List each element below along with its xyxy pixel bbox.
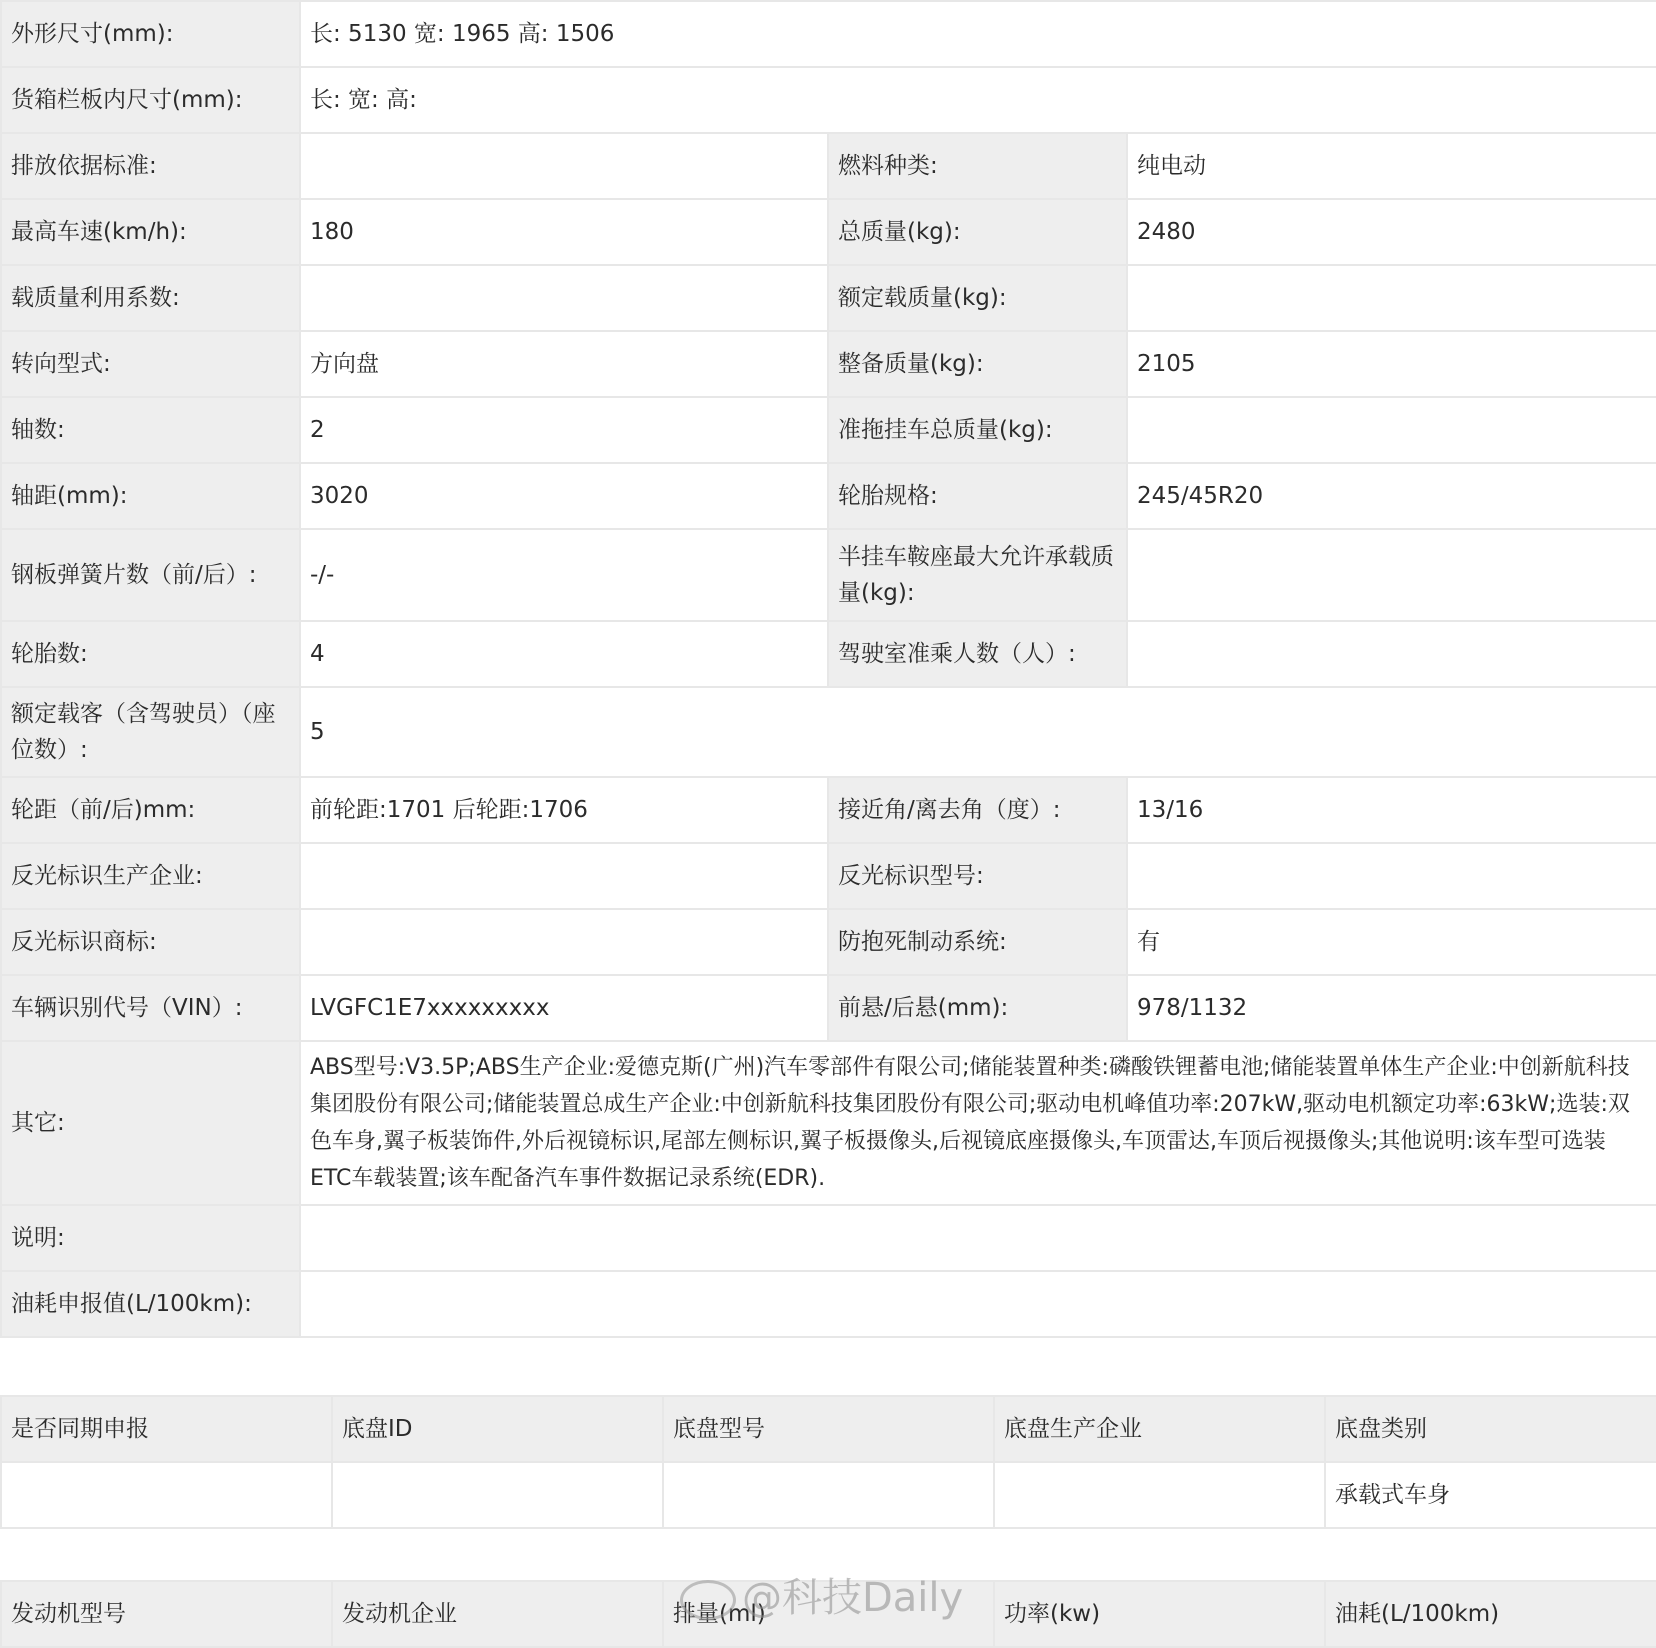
chassis-header-cell: 是否同期申报 (1, 1396, 332, 1462)
watermark-text: @科技Daily (742, 1575, 964, 1621)
wheelbase-label: 轴距(mm): (1, 463, 300, 529)
cargo-value: 长: 宽: 高: (300, 67, 1656, 133)
reflector-model-label: 反光标识型号: (828, 843, 1127, 909)
table-row (1, 975, 1656, 1041)
track-label: 轮距（前/后)mm: (1, 777, 300, 843)
reflector-brand-value (300, 909, 828, 975)
passengers-value: 5 (300, 687, 1656, 777)
track-value: 前轮距:1701 后轮距:1706 (300, 777, 828, 843)
saddle-value (1127, 529, 1656, 621)
note-value (300, 1205, 1656, 1271)
leaf-spring-value: -/- (300, 529, 828, 621)
reflector-maker-label: 反光标识生产企业: (1, 843, 300, 909)
axles-label: 轴数: (1, 397, 300, 463)
passengers-label: 额定载客（含驾驶员）（座位数）: (1, 687, 300, 777)
reflector-maker-value (300, 843, 828, 909)
table-row (1, 843, 1656, 909)
emission-value (300, 133, 828, 199)
chassis-cell (332, 1462, 663, 1528)
table-row (1, 909, 1656, 975)
chassis-header-cell: 底盘ID (332, 1396, 663, 1462)
weibo-icon (680, 1580, 736, 1620)
total-mass-label: 总质量(kg): (828, 199, 1127, 265)
chassis-header-cell: 底盘型号 (663, 1396, 994, 1462)
steering-value: 方向盘 (300, 331, 828, 397)
axles-value: 2 (300, 397, 828, 463)
leaf-spring-label: 钢板弹簧片数（前/后）: (1, 529, 300, 621)
other-label: 其它: (1, 1041, 300, 1205)
curb-mass-value: 2105 (1127, 331, 1656, 397)
engine-header-cell: 功率(kw) (994, 1581, 1325, 1647)
dimensions-label: 外形尺寸(mm): (1, 1, 300, 67)
steering-label: 转向型式: (1, 331, 300, 397)
overhang-label: 前悬/后悬(mm): (828, 975, 1127, 1041)
tire-spec-value: 245/45R20 (1127, 463, 1656, 529)
angle-value: 13/16 (1127, 777, 1656, 843)
emission-label: 排放依据标准: (1, 133, 300, 199)
load-coef-label: 载质量利用系数: (1, 265, 300, 331)
abs-label: 防抱死制动系统: (828, 909, 1127, 975)
wheelbase-value: 3020 (300, 463, 828, 529)
curb-mass-label: 整备质量(kg): (828, 331, 1127, 397)
chassis-cell: 承载式车身 (1325, 1462, 1656, 1528)
chassis-cell (663, 1462, 994, 1528)
table-row (1, 1, 1656, 67)
chassis-table (0, 1395, 1656, 1529)
vin-value: LVGFC1E7xxxxxxxxx (300, 975, 828, 1041)
table-row (1, 1205, 1656, 1271)
tires-value: 4 (300, 621, 828, 687)
fuel-label: 燃料种类: (828, 133, 1127, 199)
engine-header-cell: 发动机型号 (1, 1581, 332, 1647)
vin-label: 车辆识别代号（VIN）: (1, 975, 300, 1041)
consumption-value (300, 1271, 1656, 1337)
table-row (1, 463, 1656, 529)
reflector-model-value (1127, 843, 1656, 909)
table-row (1, 777, 1656, 843)
overhang-value: 978/1132 (1127, 975, 1656, 1041)
other-value: ABS型号:V3.5P;ABS生产企业:爱德克斯(广州)汽车零部件有限公司;储能装置种类:磷酸铁锂蓄电池;储能装置单体生产企业:中创新航科技集团股份有限公司;储能装置总成生产企业:中创新航科技集团股份有限公司;驱动电机峰值功率:207kW,驱动电机额定功率:63kW;选装:双色车身,翼子板装饰件,外后视镜标识,尾部左侧标识,翼子板摄像头,后视镜底座摄像头,车顶雷达,车顶后视摄像头;其他说明:该车型可选装ETC车载装置;该车配备汽车事件数据记录系统(EDR). (300, 1041, 1656, 1205)
angle-label: 接近角/离去角（度）: (828, 777, 1127, 843)
engine-header-cell: 排量(ml) (663, 1581, 994, 1647)
table-row (1, 397, 1656, 463)
chassis-header-cell: 底盘生产企业 (994, 1396, 1325, 1462)
note-label: 说明: (1, 1205, 300, 1271)
table-row (1, 529, 1656, 621)
fuel-value: 纯电动 (1127, 133, 1656, 199)
table-row (1, 687, 1656, 777)
table-row (1, 67, 1656, 133)
table-row (1, 1462, 1656, 1528)
table-row (1, 265, 1656, 331)
tires-label: 轮胎数: (1, 621, 300, 687)
trailer-value (1127, 397, 1656, 463)
dimensions-value: 长: 5130 宽: 1965 高: 1506 (300, 1, 1656, 67)
consumption-label: 油耗申报值(L/100km): (1, 1271, 300, 1337)
cab-value (1127, 621, 1656, 687)
speed-label: 最高车速(km/h): (1, 199, 300, 265)
table-header-row (1, 1396, 1656, 1462)
table-row (1, 1041, 1656, 1205)
tire-spec-label: 轮胎规格: (828, 463, 1127, 529)
table-row (1, 199, 1656, 265)
cab-label: 驾驶室准乘人数（人）: (828, 621, 1127, 687)
rated-load-value (1127, 265, 1656, 331)
watermark (680, 1566, 963, 1623)
abs-value: 有 (1127, 909, 1656, 975)
load-coef-value (300, 265, 828, 331)
rated-load-label: 额定载质量(kg): (828, 265, 1127, 331)
engine-header-cell: 油耗(L/100km) (1325, 1581, 1656, 1647)
chassis-cell (1, 1462, 332, 1528)
table-row (1, 621, 1656, 687)
saddle-label: 半挂车鞍座最大允许承载质量(kg): (828, 529, 1127, 621)
total-mass-value: 2480 (1127, 199, 1656, 265)
speed-value: 180 (300, 199, 828, 265)
table-row (1, 331, 1656, 397)
table-row (1, 1271, 1656, 1337)
chassis-header-cell: 底盘类别 (1325, 1396, 1656, 1462)
cargo-label: 货箱栏板内尺寸(mm): (1, 67, 300, 133)
engine-header-cell: 发动机企业 (332, 1581, 663, 1647)
trailer-label: 准拖挂车总质量(kg): (828, 397, 1127, 463)
table-row (1, 133, 1656, 199)
reflector-brand-label: 反光标识商标: (1, 909, 300, 975)
chassis-cell (994, 1462, 1325, 1528)
